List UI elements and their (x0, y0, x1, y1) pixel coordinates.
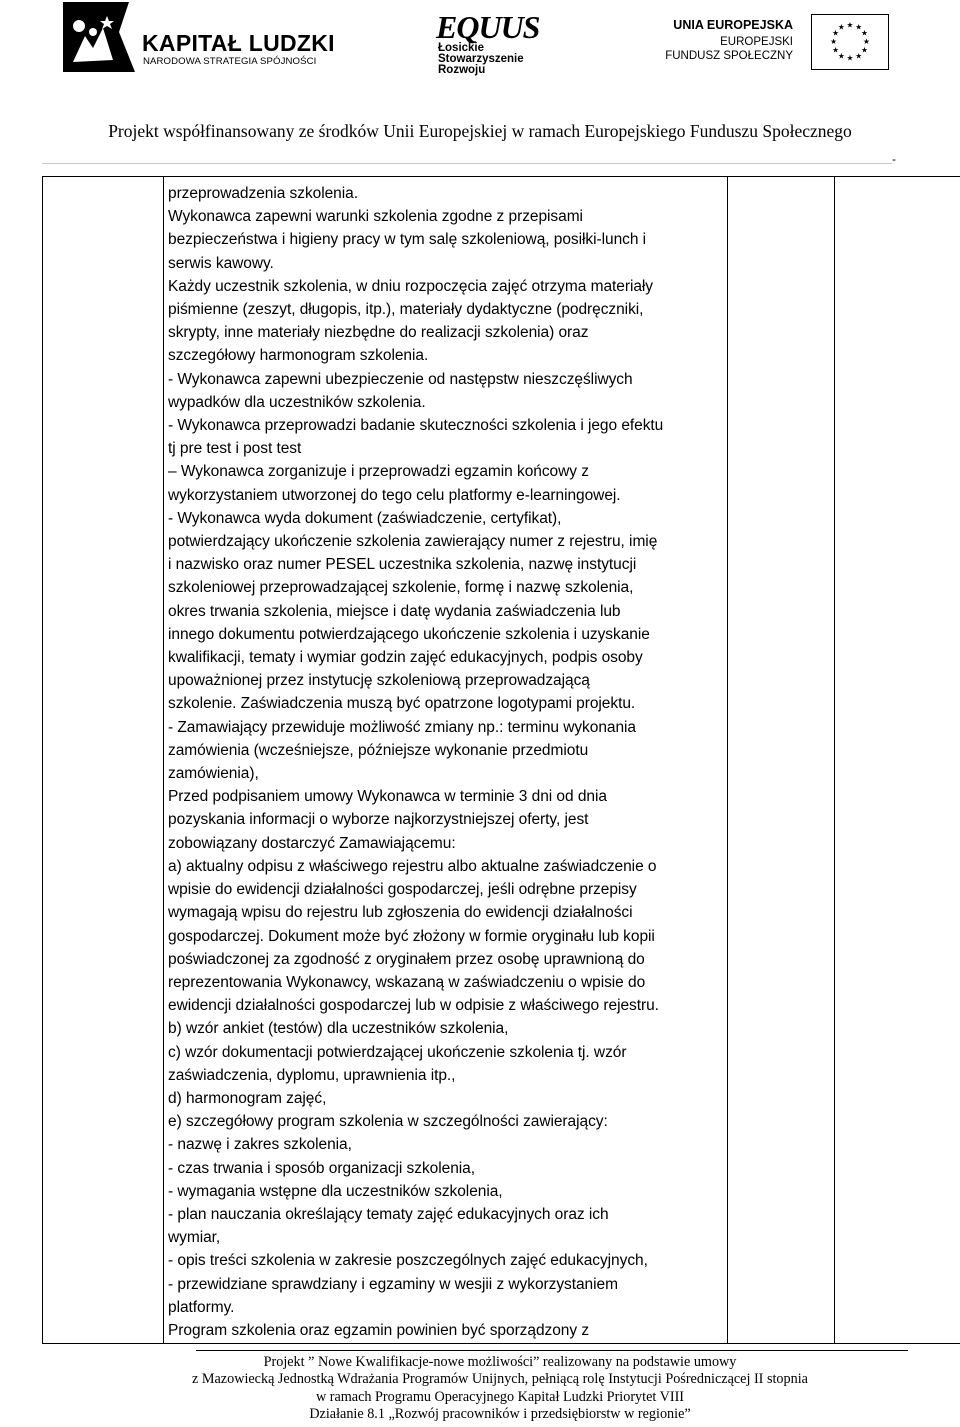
text-line: pozyskania informacji o wyborze najkorzystniejszej oferty, jest (168, 811, 589, 829)
text-line: - Zamawiający przewiduje możliwość zmiany np.: terminu wykonania (168, 718, 636, 736)
text-line: zamówienia), (168, 765, 259, 783)
description-cell (168, 182, 728, 1342)
svg-text:★: ★ (855, 22, 863, 32)
text-line: wykorzystaniem utworzonej do tego celu platformy e-learningowej. (168, 486, 621, 504)
text-line: serwis kawowy. (168, 254, 274, 272)
footer-line-1: Projekt ” Nowe Kwalifikacje-nowe możliwości” realizowany na podstawie umowy (263, 1354, 737, 1370)
footer-divider (196, 1350, 908, 1351)
text-line: wymagają wpisu do rejestru lub zgłoszenia do ewidencji działalności (168, 904, 633, 922)
table-col-border-left (42, 176, 43, 1344)
kapital-ludzki-emblem-icon (63, 2, 135, 72)
text-line: - plan nauczania określający tematy zajęć edukacyjnych oraz ich (168, 1205, 609, 1223)
footer-line-3: w ramach Programu Operacyjnego Kapitał Ludzki Priorytet VIII (315, 1388, 685, 1405)
svg-text:★: ★ (830, 36, 838, 46)
text-line: - opis treści szkolenia w zakresie poszczególnych zajęć edukacyjnych, (168, 1252, 648, 1270)
text-line: zobowiązany dostarczyć Zamawiającemu: (168, 834, 456, 852)
kapital-ludzki-logo (63, 2, 335, 72)
table-top-border (42, 176, 960, 177)
equus-wordmark: EQUUS (436, 9, 540, 45)
text-line: Każdy uczestnik szkolenia, w dniu rozpoczęcia zajęć otrzyma materiały (168, 277, 654, 295)
text-line: bezpieczeństwa i higieny pracy w tym salę szkoleniową, posiłki-lunch i (168, 231, 647, 249)
text-line: innego dokumentu potwierdzającego ukończenie szkolenia i uzyskanie (168, 625, 650, 643)
table-col-border-3 (834, 176, 835, 1344)
text-line: zaświadczenia, dyplomu, uprawnienia itp., (168, 1066, 456, 1084)
text-line: wypadków dla uczestników szkolenia. (168, 393, 426, 411)
text-line: - wymagania wstępne dla uczestników szkolenia, (168, 1182, 503, 1200)
eu-fund-label-1: EUROPEJSKI (720, 36, 793, 48)
equus-line-1: Łosickie (438, 42, 485, 54)
text-line: - przewidziane sprawdziany i egzaminy w wesjii z wykorzystaniem (168, 1275, 618, 1293)
eu-fund-label-2: FUNDUSZ SPOŁECZNY (665, 50, 793, 62)
text-line: c) wzór dokumentacji potwierdzającej ukończenie szkolenia tj. wzór (168, 1043, 627, 1061)
header-dash: - (892, 152, 896, 166)
text-line: platformy. (168, 1298, 235, 1316)
text-line: wymiar, (168, 1229, 221, 1247)
header-divider (42, 163, 892, 164)
text-line: Program szkolenia oraz egzamin powinien być sporządzony z (168, 1321, 590, 1339)
eu-flag-icon (811, 14, 889, 70)
kapital-ludzki-title: KAPITAŁ LUDZKI (142, 30, 335, 56)
text-line: potwierdzający ukończenie szkolenia zawierający numer z rejestru, imię (168, 533, 658, 551)
footer (0, 1354, 960, 1424)
svg-text:★: ★ (862, 36, 870, 46)
text-line: - Wykonawca przeprowadzi badanie skuteczności szkolenia i jego efektu (168, 417, 664, 435)
equus-line-2: Stowarzyszenie (438, 53, 524, 65)
svg-text:★: ★ (855, 51, 863, 61)
text-line: ewidencji działalności gospodarczej lub w odpisie z właściwego rejestru. (168, 997, 659, 1015)
table-bottom-border (42, 1343, 960, 1344)
footer-line-2: z Mazowiecką Jednostką Wdrażania Programów Unijnych, pełniącą rolę Instytucji Pośredniczącej II stopnia (192, 1371, 808, 1388)
text-line: Przed podpisaniem umowy Wykonawca w terminie 3 dni od dnia (168, 788, 607, 806)
text-line: upoważnionej przez instytucję szkoleniową przeprowadzającą (168, 672, 590, 690)
svg-text:★: ★ (861, 28, 868, 38)
text-line: szkoleniowej przeprowadzającej szkolenie, formę i nazwę szkolenia, (168, 579, 634, 597)
text-line: b) wzór ankiet (testów) dla uczestników szkolenia, (168, 1020, 509, 1038)
text-line: reprezentowania Wykonawcy, wskazaną w zaświadczeniu o wpisie do (168, 973, 646, 991)
text-line: kwalifikacji, tematy i wymiar godzin zajęć edukacyjnych, podpis osoby (168, 649, 643, 667)
text-line: Wykonawca zapewni warunki szkolenia zgodne z przepisami (168, 208, 583, 226)
text-line: a) aktualny odpisu z właściwego rejestru albo aktualne zaświadczenie o (168, 857, 657, 875)
footer-line-4: Działanie 8.1 „Rozwój pracowników i przedsiębiorstw w regionie” (309, 1406, 691, 1423)
text-line: wpisie do ewidencji działalności gospodarczej, jeśli odrębne przepisy (168, 881, 637, 899)
kapital-ludzki-subtitle: NARODOWA STRATEGIA SPÓJNOŚCI (143, 56, 317, 67)
text-line: poświadczonej za zgodność z oryginałem przez osobę uprawnioną do (168, 950, 645, 968)
svg-text:★: ★ (832, 45, 839, 55)
table-col-border-1 (163, 176, 164, 1344)
svg-text:★: ★ (837, 51, 845, 61)
equus-logo (436, 9, 540, 76)
text-line: i nazwisko oraz numer PESEL uczestnika szkolenia, nazwę instytucji (168, 556, 637, 574)
text-line: piśmienne (zeszyt, długopis, itp.), materiały dydaktyczne (podręczniki, (168, 301, 644, 319)
text-line: przeprowadzenia szkolenia. (168, 185, 358, 202)
svg-text:★: ★ (861, 45, 868, 55)
text-line: - nazwę i zakres szkolenia, (168, 1136, 352, 1154)
svg-text:★: ★ (832, 28, 839, 38)
text-line: – Wykonawca zorganizuje i przeprowadzi egzamin końcowy z (168, 463, 589, 481)
equus-line-3: Rozwoju (438, 64, 486, 76)
text-line: skrypty, inne materiały niezbędne do realizacji szkolenia) oraz (168, 324, 589, 342)
text-line: - Wykonawca wyda dokument (zaświadczenie, certyfikat), (168, 509, 562, 527)
text-line: szczegółowy harmonogram szkolenia. (168, 347, 429, 365)
text-line: zamówienia (wcześniejsze, późniejsze wykonanie przedmiotu (168, 741, 589, 759)
text-line: szkolenie. Zaświadczenia muszą być opatrzone logotypami projektu. (168, 695, 636, 713)
eu-union-label: UNIA EUROPEJSKA (673, 18, 793, 32)
svg-text:★: ★ (846, 53, 854, 63)
text-line: okres trwania szkolenia, miejsce i datę wydania zaświadczenia lub (168, 602, 621, 620)
text-line: gospodarczej. Dokument może być złożony w formie oryginału lub kopii (168, 927, 655, 945)
svg-text:★: ★ (846, 20, 854, 30)
text-line: d) harmonogram zajęć, (168, 1089, 327, 1107)
text-line: e) szczegółowy program szkolenia w szczególności zawierający: (168, 1113, 608, 1131)
specification-table (42, 176, 960, 1344)
text-line: tj pre test i post test (168, 440, 302, 458)
svg-text:★: ★ (837, 22, 845, 32)
cofinancing-statement: Projekt współfinansowany ze środków Unii Europejskiej w ramach Europejskiego Funduszu Społecznego (108, 121, 852, 141)
eu-logo (665, 14, 889, 72)
text-line: - Wykonawca zapewni ubezpieczenie od następstw nieszczęśliwych (168, 370, 633, 388)
text-line: - czas trwania i sposób organizacji szkolenia, (168, 1159, 475, 1177)
